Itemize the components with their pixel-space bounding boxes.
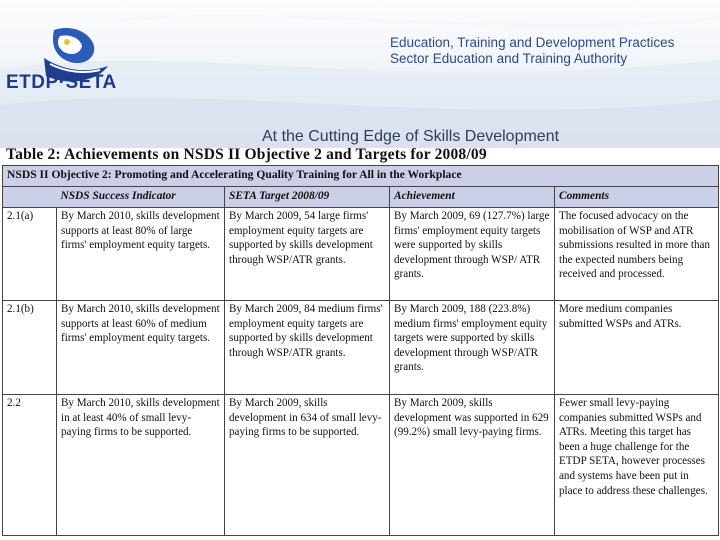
comments-cell: Fewer small levy-paying companies submitted WSPs and ATRs. Meeting this target has been a huge challenge for the ETDP SETA, however processes and systems have been put in place to address these challenges. bbox=[555, 395, 719, 536]
indicator-cell: By March 2010, skills development supports at least 80% of large firms' employment equity targets. bbox=[57, 208, 225, 301]
achievement-cell: By March 2009, 69 (127.7%) large firms' employment equity targets were supported by skills development through WSP/ ATR grants. bbox=[390, 208, 555, 301]
org-name-line-2: Sector Education and Training Authority bbox=[390, 51, 628, 66]
achievement-cell: By March 2009, skills development was supported in 629 (99.2%) small levy-paying firms. bbox=[390, 395, 555, 536]
table-row bbox=[3, 301, 719, 395]
row-id-cell: 2.1(a) bbox=[3, 208, 57, 301]
column-header-target: SETA Target 2008/09 bbox=[225, 187, 390, 208]
target-cell: By March 2009, 84 medium firms' employment equity targets are supported by skills development through WSP/ATR grants. bbox=[225, 301, 390, 395]
tagline: At the Cutting Edge of Skills Development bbox=[262, 128, 560, 145]
row-id-cell: 2.1(b) bbox=[3, 301, 57, 395]
column-header-achievement: Achievement bbox=[390, 187, 555, 208]
target-cell: By March 2009, skills development in 634 of small levy-paying firms to be supported. bbox=[225, 395, 390, 536]
logo-wordmark: ETDP·SETA bbox=[6, 72, 117, 93]
objective-row bbox=[3, 166, 719, 187]
etdp-seta-logo-icon bbox=[4, 18, 116, 108]
table-title: Table 2: Achievements on NSDS II Objective 2 and Targets for 2008/09 bbox=[6, 146, 487, 163]
row-id-cell: 2.2 bbox=[3, 395, 57, 536]
org-name-line-1: Education, Training and Development Practices bbox=[390, 35, 675, 50]
achievement-cell: By March 2009, 188 (223.8%) medium firms' employment equity targets were supported by skills development through WSP/ATR grants. bbox=[390, 301, 555, 395]
indicator-cell: By March 2010, skills development in at least 40% of small levy-paying firms to be supported. bbox=[57, 395, 225, 536]
column-header-row bbox=[3, 187, 719, 208]
column-header-indicator: NSDS Success Indicator bbox=[57, 187, 225, 208]
table-row bbox=[3, 208, 719, 301]
target-cell: By March 2009, 54 large firms' employment equity targets are supported by skills development through WSP/ATR grants. bbox=[225, 208, 390, 301]
comments-cell: The focused advocacy on the mobilisation of WSP and ATR submissions resulted in more than the expected numbers being received and processed. bbox=[555, 208, 719, 301]
objective-cell: NSDS II Objective 2: Promoting and Accelerating Quality Training for All in the Workplace bbox=[3, 166, 719, 187]
header-id-spacer bbox=[3, 187, 57, 208]
slide-header bbox=[0, 0, 720, 148]
comments-cell: More medium companies submitted WSPs and ATRs. bbox=[555, 301, 719, 395]
indicator-cell: By March 2010, skills development supports at least 60% of medium firms' employment equity targets. bbox=[57, 301, 225, 395]
column-header-comments: Comments bbox=[555, 187, 719, 208]
table-row bbox=[3, 395, 719, 536]
achievements-table bbox=[2, 165, 719, 536]
